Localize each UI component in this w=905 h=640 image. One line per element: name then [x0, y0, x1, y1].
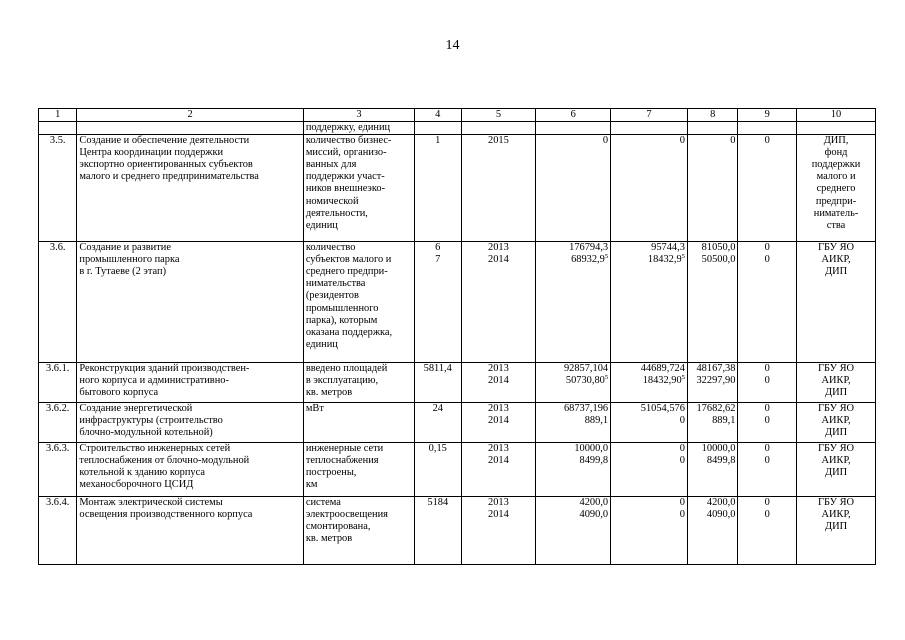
- cell-indicator: [303, 497, 414, 565]
- cell-line: 0: [679, 415, 685, 427]
- cell-line: количество: [305, 242, 356, 254]
- cell-line: 4200,0: [706, 497, 736, 509]
- cell-line: 0: [730, 135, 736, 147]
- cell-line: 0: [764, 403, 770, 415]
- cell-line: 32297,90: [696, 375, 736, 387]
- cell-line: 7: [435, 254, 441, 266]
- col-header: 9: [738, 109, 797, 122]
- cell-year: [461, 242, 536, 363]
- cell-line: 0: [679, 443, 685, 455]
- cell-funding-local: [738, 443, 797, 497]
- cell-line: 4090,0: [706, 509, 736, 521]
- cell-line: 5184: [427, 497, 449, 509]
- cell-number: [39, 135, 77, 242]
- cell-number: [39, 122, 77, 135]
- cell-line: 0: [764, 375, 770, 387]
- cell-funding-regional: [687, 363, 738, 403]
- cell-indicator: [303, 135, 414, 242]
- cell-line: 0: [764, 254, 770, 266]
- cell-funding-regional: [687, 443, 738, 497]
- cell-indicator-value: [415, 135, 462, 242]
- footnote-marker: 5: [681, 374, 685, 382]
- cell-funding-local: [738, 242, 797, 363]
- cell-line: 95744,3: [651, 242, 685, 254]
- cell-line: ГБУ ЯО: [818, 443, 855, 455]
- cell-line: 48167,38: [696, 363, 736, 375]
- cell-line: Реконструкция зданий производствен-: [79, 363, 250, 375]
- cell-line: 2013: [488, 403, 509, 415]
- table-row: [39, 122, 876, 135]
- cell-line: 3.5.: [49, 135, 66, 147]
- cell-line: ГБУ ЯО: [818, 403, 855, 415]
- cell-line: промышленного парка: [79, 254, 180, 266]
- cell-line: 50500,0: [701, 254, 736, 266]
- cell-line: 0: [764, 443, 770, 455]
- cell-line: теплоснабжения от блочно-модульной: [79, 455, 250, 467]
- cell-line: малого и среднего предпринимательства: [79, 171, 259, 183]
- cell-line: Создание и развитие: [79, 242, 171, 254]
- cell-line: ГБУ ЯО: [818, 497, 855, 509]
- cell-line: 0: [764, 497, 770, 509]
- cell-line: количество бизнес-: [305, 135, 392, 147]
- cell-line: введено площадей: [305, 363, 388, 375]
- cell-indicator: [303, 443, 414, 497]
- cell-executor: [797, 135, 876, 242]
- cell-activity-name: [77, 135, 303, 242]
- cell-funding-total: [536, 242, 611, 363]
- table-row: [39, 135, 876, 242]
- cell-line: АИКР,: [821, 254, 851, 266]
- cell-line: Монтаж электрической системы: [79, 497, 223, 509]
- cell-line: среднего предпри-: [305, 266, 388, 278]
- cell-funding-total: [536, 443, 611, 497]
- cell-funding-federal: [611, 443, 688, 497]
- cell-line: поддержку, единиц: [305, 122, 391, 133]
- cell-line: парка), которым: [305, 314, 378, 326]
- cell-line: 0: [679, 509, 685, 521]
- cell-line: бытового корпуса: [79, 387, 159, 399]
- cell-funding-federal: [611, 363, 688, 403]
- cell-line: 51054,576: [640, 403, 685, 415]
- cell-line: ДИП: [824, 467, 848, 479]
- cell-year: [461, 363, 536, 403]
- cell-year: [461, 443, 536, 497]
- cell-line: миссий, организо-: [305, 147, 387, 159]
- cell-line: 50730,80: [565, 375, 605, 387]
- col-header: 3: [303, 109, 414, 122]
- cell-line: 2014: [488, 254, 509, 266]
- cell-line: ниматель-: [813, 207, 859, 219]
- cell-line: промышленного: [305, 302, 379, 314]
- cell-funding-total: [536, 122, 611, 135]
- cell-indicator-value: [415, 363, 462, 403]
- cell-line: в г. Тутаеве (2 этап): [79, 266, 167, 278]
- cell-line: 4090,0: [579, 509, 609, 521]
- cell-line: 0: [764, 242, 770, 254]
- cell-number: [39, 443, 77, 497]
- cell-line: 2013: [488, 497, 509, 509]
- cell-line: 68737,196: [563, 403, 609, 415]
- cell-activity-name: [77, 363, 303, 403]
- cell-line: 2015: [488, 135, 509, 147]
- cell-line: инфраструктуры (строительство: [79, 415, 223, 427]
- cell-line: смонтирована,: [305, 521, 371, 533]
- cell-line: ДИП: [824, 521, 848, 533]
- cell-line: 2013: [488, 443, 509, 455]
- cell-line: 68932,9: [571, 254, 605, 266]
- cell-line: механосборочного ЦСИД: [79, 479, 194, 491]
- cell-line: освещения производственного корпуса: [79, 509, 253, 521]
- footnote-marker: 5: [604, 374, 609, 382]
- cell-line: котельной к зданию корпуса: [79, 467, 205, 479]
- cell-funding-total: [536, 135, 611, 242]
- cell-line: 0: [764, 363, 770, 375]
- cell-funding-federal: [611, 242, 688, 363]
- cell-line: 3.6.: [49, 242, 66, 254]
- col-header: 6: [536, 109, 611, 122]
- cell-line: ДИП: [824, 427, 848, 439]
- cell-indicator-value: [415, 443, 462, 497]
- cell-executor: [797, 122, 876, 135]
- program-table: [38, 108, 876, 565]
- cell-line: ДИП: [824, 266, 848, 278]
- cell-indicator: [303, 363, 414, 403]
- cell-line: Создание и обеспечение деятельности: [79, 135, 250, 147]
- cell-indicator-value: [415, 497, 462, 565]
- cell-line: единиц: [305, 219, 338, 231]
- cell-line: построены,: [305, 467, 357, 479]
- col-header: 2: [77, 109, 303, 122]
- cell-line: предпри-: [815, 195, 857, 207]
- cell-line: 2013: [488, 363, 509, 375]
- cell-year: [461, 135, 536, 242]
- cell-line: номической: [305, 195, 359, 207]
- cell-line: 8499,8: [579, 455, 609, 467]
- cell-indicator-value: [415, 242, 462, 363]
- cell-line: 0: [679, 455, 685, 467]
- cell-activity-name: [77, 403, 303, 443]
- cell-line: (резидентов: [305, 290, 359, 302]
- cell-line: 6: [435, 242, 441, 254]
- cell-executor: [797, 363, 876, 403]
- cell-funding-regional: [687, 242, 738, 363]
- cell-line: 3.6.3.: [46, 443, 70, 455]
- cell-line: единиц: [305, 338, 338, 350]
- cell-executor: [797, 403, 876, 443]
- cell-line: 18432,9: [647, 254, 682, 266]
- footnote-marker: 5: [604, 253, 609, 261]
- cell-line: теплоснабжения: [305, 455, 379, 467]
- cell-line: АИКР,: [821, 375, 851, 387]
- cell-line: ГБУ ЯО: [818, 363, 855, 375]
- cell-line: 10000,0: [701, 443, 736, 455]
- cell-line: нимательства: [305, 278, 366, 290]
- table-row: [39, 363, 876, 403]
- cell-line: среднего: [816, 183, 856, 195]
- cell-line: 44689,724: [640, 363, 685, 375]
- cell-line: ДИП,: [823, 135, 849, 147]
- cell-funding-regional: [687, 497, 738, 565]
- cell-funding-regional: [687, 122, 738, 135]
- cell-line: 2014: [488, 509, 509, 521]
- cell-line: система: [305, 497, 341, 509]
- col-header: 5: [461, 109, 536, 122]
- cell-funding-federal: [611, 135, 688, 242]
- cell-line: ства: [826, 219, 846, 231]
- cell-line: 889,1: [584, 415, 609, 427]
- cell-funding-federal: [611, 122, 688, 135]
- cell-funding-local: [738, 403, 797, 443]
- cell-line: оказана поддержка,: [305, 326, 393, 338]
- cell-line: ДИП: [824, 387, 848, 399]
- col-header: 4: [415, 109, 462, 122]
- cell-line: 0: [602, 135, 609, 147]
- cell-indicator: [303, 242, 414, 363]
- cell-line: кв. метров: [305, 533, 353, 545]
- cell-line: АИКР,: [821, 455, 851, 467]
- cell-funding-regional: [687, 135, 738, 242]
- cell-line: деятельности,: [305, 207, 368, 219]
- cell-line: 81050,0: [701, 242, 736, 254]
- cell-line: Строительство инженерных сетей: [79, 443, 231, 455]
- cell-indicator-value: [415, 122, 462, 135]
- cell-line: км: [305, 479, 318, 491]
- cell-line: 0: [679, 135, 685, 147]
- cell-line: 17682,62: [696, 403, 736, 415]
- cell-funding-total: [536, 497, 611, 565]
- cell-number: [39, 403, 77, 443]
- cell-line: 4200,0: [579, 497, 609, 509]
- cell-line: 0: [764, 415, 770, 427]
- cell-line: 0: [764, 509, 770, 521]
- cell-funding-local: [738, 122, 797, 135]
- cell-activity-name: [77, 122, 303, 135]
- cell-line: 10000,0: [574, 443, 609, 455]
- cell-line: 889,1: [712, 415, 736, 427]
- cell-line: ГБУ ЯО: [818, 242, 855, 254]
- cell-funding-total: [536, 403, 611, 443]
- table-row: [39, 242, 876, 363]
- cell-funding-local: [738, 363, 797, 403]
- cell-line: 2014: [488, 455, 509, 467]
- cell-line: блочно-модульной котельной): [79, 427, 213, 439]
- cell-line: в эксплуатацию,: [305, 375, 379, 387]
- table-row: [39, 443, 876, 497]
- cell-number: [39, 497, 77, 565]
- cell-indicator-value: [415, 403, 462, 443]
- col-header: 1: [39, 109, 77, 122]
- cell-line-with-footnote: [613, 375, 685, 387]
- cell-line: ванных для: [305, 159, 357, 171]
- cell-funding-total: [536, 363, 611, 403]
- cell-year: [461, 122, 536, 135]
- cell-funding-federal: [611, 497, 688, 565]
- table-row: [39, 403, 876, 443]
- cell-line: 3.6.4.: [46, 497, 70, 509]
- cell-line-with-footnote: [538, 254, 608, 266]
- cell-line: АИКР,: [821, 509, 851, 521]
- table-row: [39, 497, 876, 565]
- cell-line: субъектов малого и: [305, 254, 392, 266]
- cell-line: Центра координации поддержки: [79, 147, 224, 159]
- cell-line: Создание энергетической: [79, 403, 193, 415]
- cell-line: инженерные сети: [305, 443, 384, 455]
- cell-line: 1: [435, 135, 441, 147]
- cell-line: поддержки участ-: [305, 171, 385, 183]
- cell-year: [461, 403, 536, 443]
- cell-line: 2014: [488, 415, 509, 427]
- col-header: 7: [611, 109, 688, 122]
- cell-line: кв. метров: [305, 387, 353, 399]
- cell-line: электроосвещения: [305, 509, 388, 521]
- cell-line: мВт: [305, 403, 324, 415]
- cell-line: малого и: [816, 171, 856, 183]
- cell-line: 3.6.2.: [46, 403, 70, 415]
- cell-funding-regional: [687, 403, 738, 443]
- cell-line: 18432,90: [642, 375, 682, 387]
- cell-line: АИКР,: [821, 415, 851, 427]
- cell-executor: [797, 242, 876, 363]
- cell-executor: [797, 443, 876, 497]
- cell-line: 0: [764, 135, 770, 147]
- cell-indicator: [303, 122, 414, 135]
- col-header: 10: [797, 109, 876, 122]
- cell-line: поддержки: [811, 159, 861, 171]
- cell-line: 176794,3: [569, 242, 609, 254]
- cell-executor: [797, 497, 876, 565]
- cell-activity-name: [77, 242, 303, 363]
- header-row: [39, 109, 876, 122]
- cell-funding-federal: [611, 403, 688, 443]
- cell-line: ников внешнеэко-: [305, 183, 386, 195]
- cell-line-with-footnote: [613, 254, 685, 266]
- col-header: 8: [687, 109, 738, 122]
- cell-line-with-footnote: [538, 375, 608, 387]
- cell-number: [39, 242, 77, 363]
- cell-number: [39, 363, 77, 403]
- cell-year: [461, 497, 536, 565]
- cell-line: 0: [679, 497, 685, 509]
- cell-line: 0: [764, 455, 770, 467]
- cell-line: 24: [432, 403, 443, 415]
- cell-line: 3.6.1.: [46, 363, 70, 375]
- cell-indicator: [303, 403, 414, 443]
- cell-line: 92857,104: [563, 363, 609, 375]
- cell-line: 5811,4: [423, 363, 452, 375]
- footnote-marker: 5: [681, 253, 685, 261]
- cell-line: 8499,8: [706, 455, 736, 467]
- cell-funding-local: [738, 497, 797, 565]
- cell-line: 2014: [488, 375, 509, 387]
- cell-funding-local: [738, 135, 797, 242]
- cell-line: 0,15: [428, 443, 447, 455]
- cell-line: фонд: [824, 147, 848, 159]
- cell-activity-name: [77, 443, 303, 497]
- cell-activity-name: [77, 497, 303, 565]
- page-number: 14: [445, 38, 460, 53]
- cell-line: ного корпуса и административно-: [79, 375, 229, 387]
- cell-line: 2013: [488, 242, 509, 254]
- cell-line: экспортно ориентированных субъектов: [79, 159, 253, 171]
